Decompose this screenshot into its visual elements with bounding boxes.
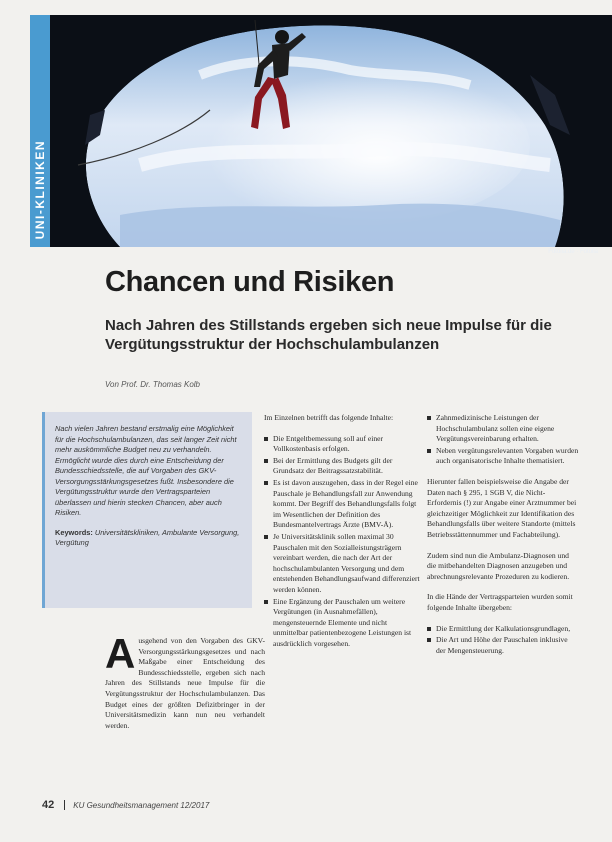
keywords-label: Keywords:: [55, 527, 93, 537]
body-column-3: [427, 413, 579, 666]
page-number: 42: [42, 799, 55, 811]
abstract-text: Nach vielen Jahren bestand erstmalig eine Möglichkeit für die Hochschulambulanzen, das seit langer Zeit nicht mehr auskömmliche Budget neu zu verhandeln. Ermöglicht wurde dies durch eine Entscheidung der Bundesschiedsstelle, die auf Vorgaben des GKV-Versorgungsstärkungsgesetzes fußt. Insbesondere die Vergütungsstruktur wurde den Vertragsparteien überlassen und hierin stecken Chancen, aber auch Risiken.: [55, 424, 237, 517]
bullet-square-icon: [427, 416, 431, 420]
list-item-text: Bei der Ermittlung des Budgets gilt der Grundsatz der Beitragssatzstabilität.: [273, 455, 393, 476]
column3-bullet-list-bottom: [427, 624, 579, 657]
list-item: [427, 413, 579, 445]
body-column-2: [264, 413, 420, 659]
list-item: [264, 434, 420, 455]
list-item: [264, 597, 420, 650]
list-item: [427, 624, 579, 635]
list-item-text: Die Ermittlung der Kalkulationsgrundlagen,: [436, 623, 571, 633]
intro-paragraph: [105, 630, 265, 731]
list-item: [264, 478, 420, 531]
footer-divider: [64, 800, 65, 810]
list-item: [264, 532, 420, 596]
column2-lead: Im Einzelnen betrifft das folgende Inhalte:: [264, 413, 394, 422]
section-tab-label-wrap: [30, 15, 50, 247]
bullet-square-icon: [264, 481, 268, 485]
list-item-text: Je Universitätsklinik sollen maximal 30 Pauschalen mit den Sozialleistungsträgern vereinbart werden, die nach der Art der hochschulambulanten Versorgung und dem entstehenden Behandlungsaufwand differenziert werden können.: [273, 531, 420, 594]
abstract-box: [42, 412, 252, 608]
column3-paragraph-1: Hierunter fallen beispielsweise die Angabe der Daten nach § 295, 1 SGB V, die Nicht-Erfordernis (!) zur Angabe einer Arztnummer bei gleichzeitiger Möglichkeit zur Identifikation des Behandlungsfalls über weitere Standorte (mittels Betriebsstättennummer und Fachabteilung).: [427, 476, 577, 539]
author-byline: Von Prof. Dr. Thomas Kolb: [105, 380, 200, 389]
list-item-text: Es ist davon auszugehen, dass in der Regel eine Pauschale je Behandlungsfall zur Anwendung kommt. Der Begriff des Behandlungsfalls folgt im Wesentlichen der Definition des Bundesmantelvertrags Ärzte (BMV-Ä).: [273, 477, 418, 530]
column3-paragraph-3: In die Hände der Vertragsparteien wurden somit folgende Inhalte übergeben:: [427, 592, 573, 612]
article-title: Chancen und Risiken: [105, 266, 395, 298]
climber-in-cave-illustration: [50, 15, 612, 247]
page-footer: [42, 797, 582, 813]
column2-bullet-list: [264, 434, 420, 650]
section-label: UNI-KLINIKEN: [33, 139, 47, 239]
list-item-text: Eine Ergänzung der Pauschalen um weitere Vergütungen (in Ausnahmefällen), mengensteuernde Elemente und nicht unmittelbar patientenbezogene Leistungen ist ausdrücklich vorgesehen.: [273, 596, 412, 648]
drop-cap: A: [105, 630, 136, 677]
column3-paragraph-2: Zudem sind nun die Ambulanz-Diagnosen und die mitbehandelten Diagnosen anzugeben und abrechnungsrelevante Prozeduren zu kodieren.: [427, 550, 570, 581]
list-item-text: Die Entgeltbemessung soll auf einer Vollkostenbasis erfolgen.: [273, 433, 384, 454]
bullet-square-icon: [264, 437, 268, 441]
list-item-text: Neben vergütungsrelevanten Vorgaben wurden auch organisatorische Inhalte thematisiert.: [436, 445, 579, 466]
bullet-square-icon: [264, 535, 268, 539]
keywords-value: Universitätskliniken, Ambulante Versorgung, Vergütung: [55, 527, 240, 547]
bullet-square-icon: [264, 459, 268, 463]
bullet-square-icon: [427, 638, 431, 642]
list-item-text: Die Art und Höhe der Pauschalen inklusive der Mengensteuerung.: [436, 635, 568, 655]
list-item: [264, 456, 420, 477]
list-item: [427, 446, 579, 467]
list-item-text: Zahnmedizinische Leistungen der Hochschulambulanz sollen eine eigene Vergütungsvereinbarung erhalten.: [436, 413, 555, 444]
keywords-line: [55, 528, 242, 549]
bullet-square-icon: [264, 600, 268, 604]
column3-bullet-list-top: [427, 413, 579, 467]
bullet-square-icon: [427, 449, 431, 453]
photo-credit: Fotolia.de · Fotolia: [548, 249, 598, 255]
intro-text: usgehend von den Vorgaben des GKV-Versorgungsstärkungsgesetzes und nach Maßgabe einer Entscheidung des Bundesschiedsstelle, ergeben sich nach Jahren des Stillstands neue Impulse für die Vergütungsstruktur der Hochschulambulanzen. Das Budget eines der größten Defizitbringer in der Universitätsmedizin kann nun neu verhandelt werden.: [105, 636, 265, 730]
journal-name: KU Gesundheitsmanagement 12/2017: [73, 800, 210, 810]
hero-image: [50, 15, 612, 255]
bullet-square-icon: [427, 627, 431, 631]
article-subtitle: Nach Jahren des Stillstands ergeben sich neue Impulse für die Vergütungsstruktur der Hochschulambulanzen: [105, 317, 552, 353]
list-item: [427, 635, 579, 656]
